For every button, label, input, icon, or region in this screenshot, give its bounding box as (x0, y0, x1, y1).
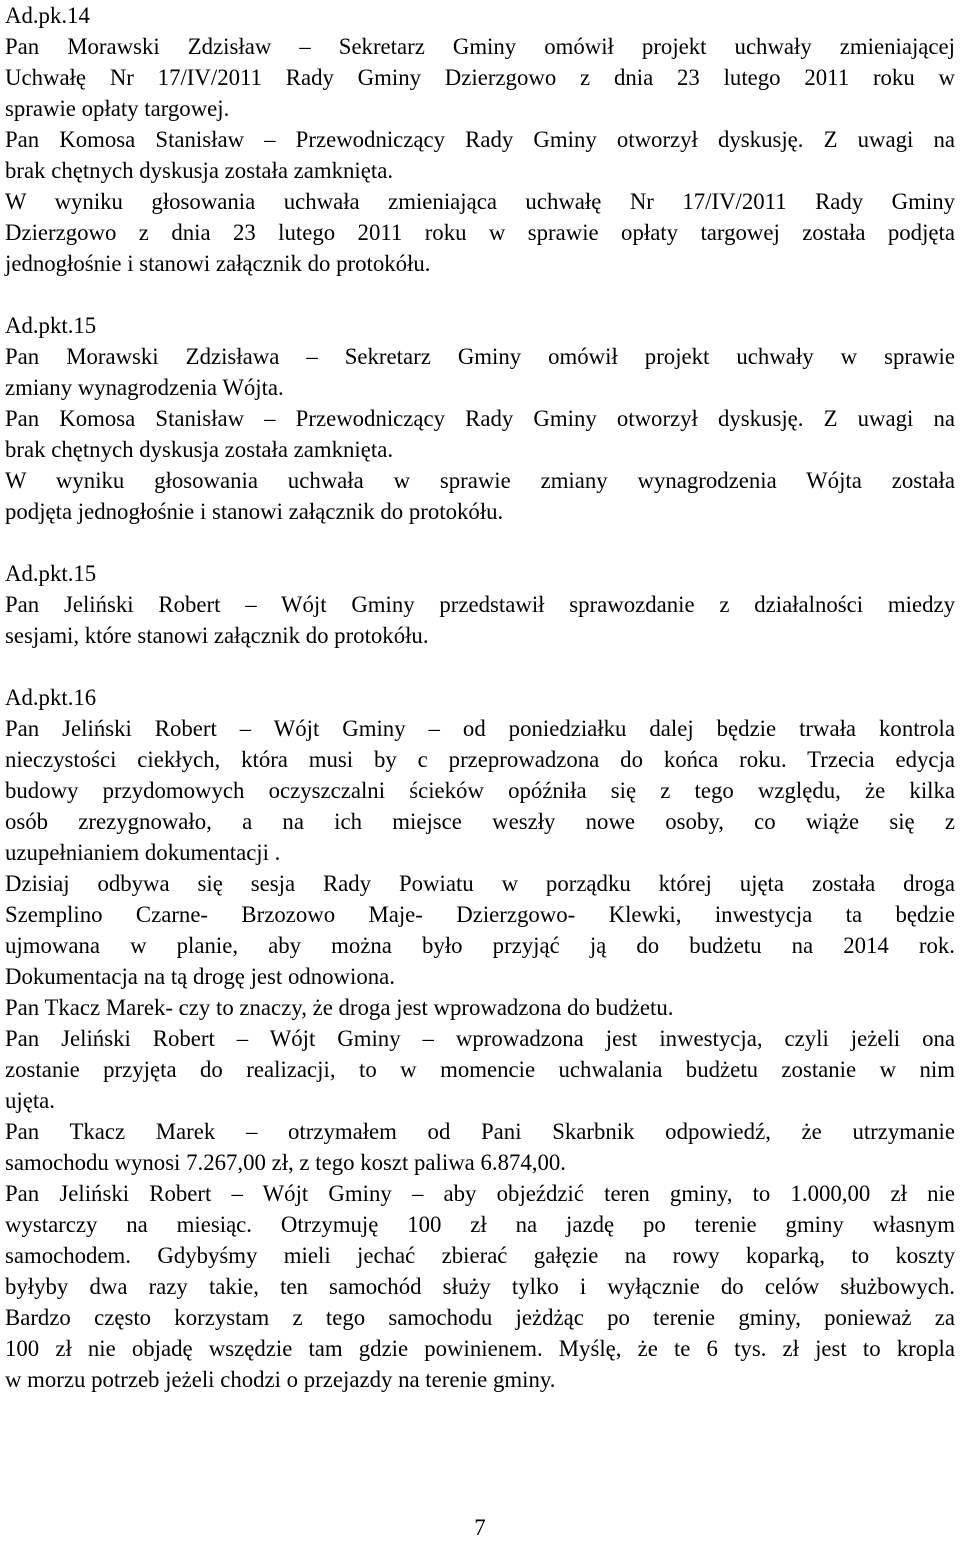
text-line: jednogłośnie i stanowi załącznik do protokółu. (5, 251, 431, 276)
text-line: Pan Komosa Stanisław – Przewodniczący Rady Gminy otworzył dyskusję. Z uwagi na (5, 406, 955, 431)
text-line: zmiany wynagrodzenia Wójta. (5, 375, 284, 400)
agenda-item-16 (5, 682, 955, 1395)
text-line: Pan Komosa Stanisław – Przewodniczący Rady Gminy otworzył dyskusję. Z uwagi na (5, 127, 955, 152)
text-line: Pan Jeliński Robert – Wójt Gminy przedstawił sprawozdanie z działalności miedzy (5, 592, 955, 617)
text-line: W wyniku głosowania uchwała w sprawie zmiany wynagrodzenia Wójta została (5, 468, 955, 493)
text-line: samochodem. Gdybyśmy mieli jechać zbierać gałęzie na rowy koparką, to koszty (5, 1243, 955, 1268)
text-line: uzupełnianiem dokumentacji . (5, 840, 281, 865)
text-line: nieczystości ciekłych, która musi by c przeprowadzona do końca roku. Trzecia edycja (5, 747, 955, 772)
text-line: 100 zł nie objadę wszędzie tam gdzie powinienem. Myślę, że te 6 tys. zł jest to kropla (5, 1336, 955, 1361)
text-line: Dokumentacja na tą drogę jest odnowiona. (5, 964, 395, 989)
text-line: Pan Jeliński Robert – Wójt Gminy – od poniedziałku dalej będzie trwała kontrola (5, 716, 955, 741)
agenda-item-15a (5, 310, 955, 527)
text-line: Dzisiaj odbywa się sesja Rady Powiatu w porządku której ujęta została droga (5, 871, 955, 896)
text-line: brak chętnych dyskusja została zamknięta. (5, 437, 394, 462)
text-line: ujęta. (5, 1088, 56, 1113)
text-line: Pan Tkacz Marek- czy to znaczy, że droga jest wprowadzona do budżetu. (5, 995, 674, 1020)
text-line: Pan Morawski Zdzisław – Sekretarz Gminy omówił projekt uchwały zmieniającej (5, 34, 955, 59)
text-line: Pan Tkacz Marek – otrzymałem od Pani Skarbnik odpowiedź, że utrzymanie (5, 1119, 955, 1144)
text-line: Bardzo często korzystam z tego samochodu jeżdżąc po terenie gminy, ponieważ za (5, 1305, 955, 1330)
text-line: zostanie przyjęta do realizacji, to w momencie uchwalania budżetu zostanie w nim (5, 1057, 955, 1082)
item-heading: Ad.pk.14 (5, 3, 90, 28)
text-line: Pan Jeliński Robert – Wójt Gminy – aby objeździć teren gminy, to 1.000,00 zł nie (5, 1181, 955, 1206)
text-line: podjęta jednogłośnie i stanowi załącznik do protokółu. (5, 499, 504, 524)
text-line: brak chętnych dyskusja została zamknięta. (5, 158, 394, 183)
text-line: budowy przydomowych oczyszczalni ścieków opóźniła się z tego względu, że kilka (5, 778, 955, 803)
item-heading: Ad.pkt.15 (5, 313, 97, 338)
agenda-item-15b (5, 558, 955, 651)
text-line: osób zrezygnowało, a na ich miejsce weszły nowe osoby, co wiąże się z (5, 809, 955, 834)
item-heading: Ad.pkt.15 (5, 561, 97, 586)
text-line: byłyby dwa razy takie, ten samochód służy tylko i wyłącznie do celów służbowych. (5, 1274, 955, 1299)
agenda-item-14 (5, 0, 955, 279)
page-number: 7 (474, 1515, 486, 1540)
text-line: wystarczy na miesiąc. Otrzymuję 100 zł na jazdę po terenie gminy własnym (5, 1212, 955, 1237)
text-line: Pan Jeliński Robert – Wójt Gminy – wprowadzona jest inwestycja, czyli jeżeli ona (5, 1026, 955, 1051)
item-heading: Ad.pkt.16 (5, 685, 97, 710)
document-page (5, 0, 955, 1395)
text-line: samochodu wynosi 7.267,00 zł, z tego koszt paliwa 6.874,00. (5, 1150, 566, 1175)
text-line: Pan Morawski Zdzisława – Sekretarz Gminy omówił projekt uchwały w sprawie (5, 344, 955, 369)
text-line: W wyniku głosowania uchwała zmieniająca uchwałę Nr 17/IV/2011 Rady Gminy (5, 189, 955, 214)
text-line: Dzierzgowo z dnia 23 lutego 2011 roku w sprawie opłaty targowej została podjęta (5, 220, 955, 245)
text-line: ujmowana w planie, aby można było przyjąć ją do budżetu na 2014 rok. (5, 933, 955, 958)
text-line: sprawie opłaty targowej. (5, 96, 230, 121)
text-line: w morzu potrzeb jeżeli chodzi o przejazdy na terenie gminy. (5, 1367, 556, 1392)
text-line: Uchwałę Nr 17/IV/2011 Rady Gminy Dzierzgowo z dnia 23 lutego 2011 roku w (5, 65, 955, 90)
text-line: Szemplino Czarne- Brzozowo Maje- Dzierzgowo- Klewki, inwestycja ta będzie (5, 902, 955, 927)
text-line: sesjami, które stanowi załącznik do protokółu. (5, 623, 429, 648)
